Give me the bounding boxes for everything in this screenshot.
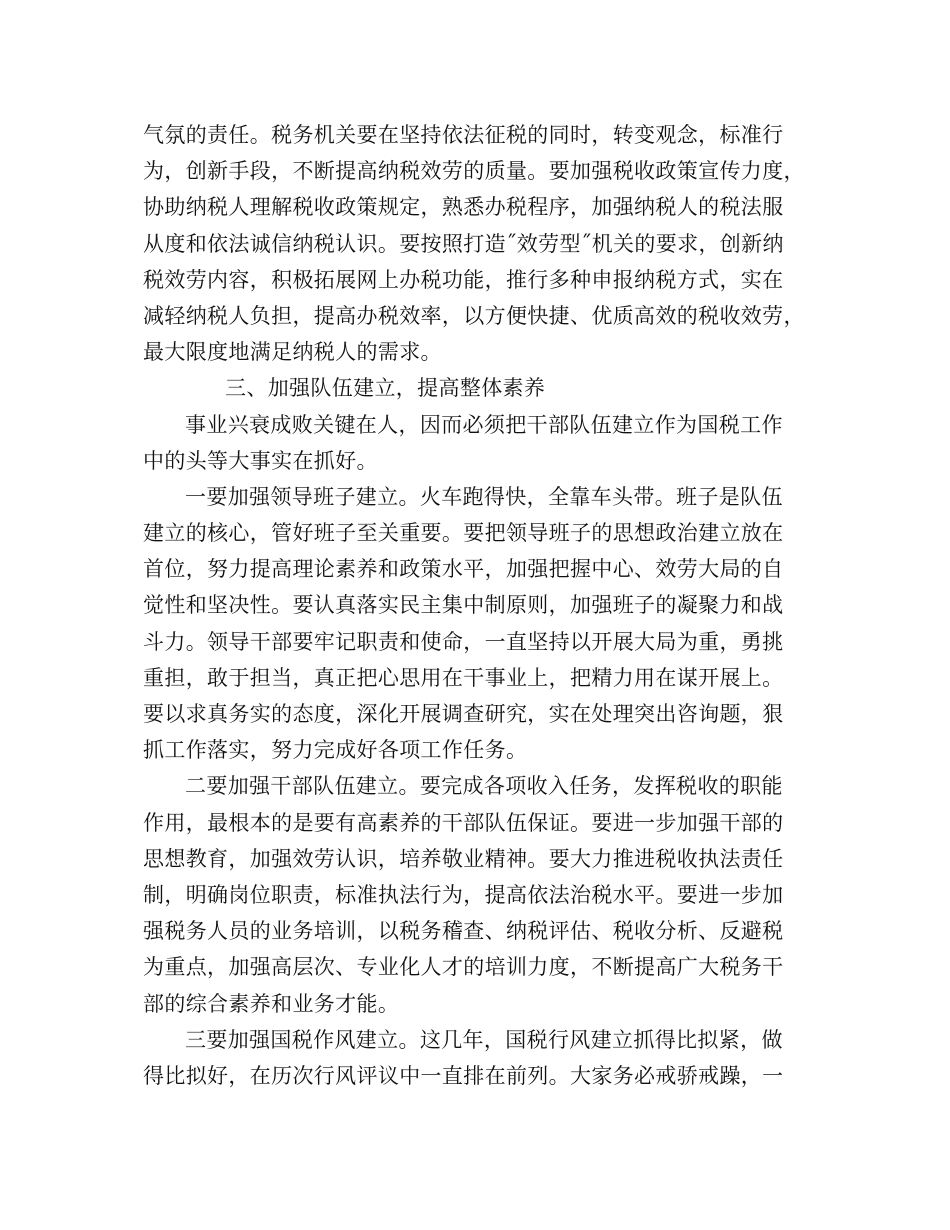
paragraph-first-line: 二要加强干部队伍建立。要完成各项收入任务，发挥税收的职能 xyxy=(185,774,783,799)
paragraph-first-line: 事业兴衰成败关键在人，因而必须把干部队伍建立作为国税工作 xyxy=(185,412,783,437)
text-line: 协助纳税人理解税收政策规定，熟悉办税程序，加强纳税人的税法服 xyxy=(143,195,784,220)
text-line: 要以求真务实的态度，深化开展调查研究，实在处理突出咨询题，狠 xyxy=(143,702,784,726)
text-line: 部的综合素养和业务才能。 xyxy=(143,991,400,1016)
text-line: 建立的核心，管好班子至关重要。要把领导班子的思想政治建立放在 xyxy=(143,521,784,546)
text-line: 抓工作落实，努力完成好各项工作任务。 xyxy=(143,738,528,763)
text-line: 觉性和坚决性。要认真落实民主集中制原则，加强班子的凝聚力和战 xyxy=(143,593,784,618)
text-line: 作用，最根本的是要有高素养的干部队伍保证。要进一步加强干部的 xyxy=(143,810,784,835)
paragraph-first-line: 三要加强国税作风建立。这几年，国税行风建立抓得比拟紧，做 xyxy=(185,1027,783,1052)
text-line: 思想教育，加强效劳认识，培养敬业精神。要大力推进税收执法责任 xyxy=(143,846,784,871)
section-heading: 三、加强队伍建立，提高整体素养 xyxy=(225,376,546,401)
text-line: 中的头等大事实在抓好。 xyxy=(143,448,378,473)
text-line: 减轻纳税人负担，提高办税效率，以方便快捷、优质高效的税收效劳， xyxy=(143,303,805,328)
text-line: 强税务人员的业务培训，以税务稽查、纳税评估、税收分析、反避税 xyxy=(143,919,784,944)
text-line: 得比拟好，在历次行风评议中一直排在前列。大家务必戒骄戒躁，一 xyxy=(143,1063,784,1088)
document-body xyxy=(143,117,815,1094)
text-line: 首位，努力提高理论素养和政策水平，加强把握中心、效劳大局的自 xyxy=(143,557,784,582)
text-line: 重担，敢于担当，真正把心思用在干事业上，把精力用在谋开展上。 xyxy=(143,665,784,690)
text-line: 斗力。领导干部要牢记职责和使命，一直坚持以开展大局为重，勇挑 xyxy=(143,629,784,654)
text-line: 制，明确岗位职责，标准执法行为，提高依法治税水平。要进一步加 xyxy=(143,882,784,907)
text-line: 最大限度地满足纳税人的需求。 xyxy=(143,340,442,365)
text-line: 气氛的责任。税务机关要在坚持依法征税的同时，转变观念，标准行 xyxy=(143,123,784,147)
text-line: 税效劳内容，积极拓展网上办税功能，推行多种申报纳税方式，实在 xyxy=(143,267,784,292)
paragraph-first-line: 一要加强领导班子建立。火车跑得快，全靠车头带。班子是队伍 xyxy=(185,484,783,509)
text-line: 从度和依法诚信纳税认识。要按照打造˝效劳型˝机关的要求，创新纳 xyxy=(143,231,784,256)
text-line: 为，创新手段，不断提高纳税效劳的质量。要加强税收政策宣传力度， xyxy=(143,159,805,184)
text-line: 为重点，加强高层次、专业化人才的培训力度，不断提高广大税务干 xyxy=(143,955,784,980)
